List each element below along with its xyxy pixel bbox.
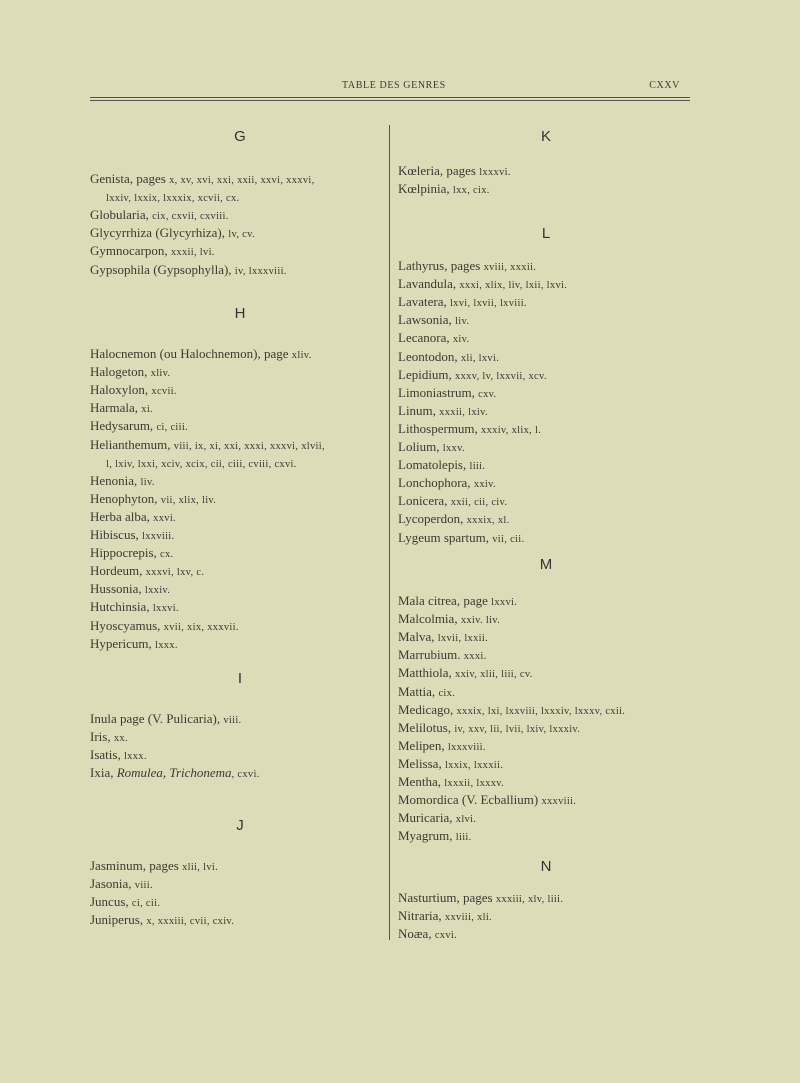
page-references: viii. <box>223 715 242 726</box>
genus-name: Limoniastrum, <box>398 384 479 400</box>
index-entry <box>90 261 287 281</box>
genus-name: Kœleria, pages <box>398 163 480 178</box>
page-references: lxxv. <box>442 443 465 454</box>
page-references: xxxi, xlix, liv, lxii, lxvi. <box>459 280 568 292</box>
genus-name: Hordeum, <box>90 563 146 579</box>
index-entry <box>90 544 173 564</box>
index-entry <box>398 257 536 277</box>
section-letter: N <box>540 858 552 875</box>
page-references: lxxix, lxxxii. <box>444 759 504 771</box>
genus-name: Malcolmia, <box>398 611 461 627</box>
genus-name: Henonia, <box>90 472 141 488</box>
page-references: xliv. <box>291 350 312 361</box>
index-entry <box>90 490 216 510</box>
page-references: xxxii, lvi. <box>170 247 215 259</box>
genus-name: Ixia, <box>90 765 117 781</box>
page-references: vii, xlix, liv. <box>160 494 217 506</box>
genus-name: Gypsophila (Gypsophylla), <box>90 261 235 277</box>
page-references: cxvi. <box>434 930 458 942</box>
genus-name: Marrubium. <box>398 647 464 663</box>
genus-name: Hedysarum, <box>90 418 157 434</box>
section-letter: M <box>539 556 553 573</box>
genus-name: Gymnocarpon, <box>90 243 171 259</box>
genus-name: Melipen, <box>398 737 448 753</box>
index-entry <box>90 710 241 730</box>
page-references: xxxvi, lxv, c. <box>145 567 205 579</box>
index-entry <box>398 664 533 684</box>
page-references: lv, cv. <box>228 229 255 241</box>
index-entry <box>90 562 204 582</box>
index-entry <box>398 529 524 549</box>
page-references: xxiv, xlii, liii, cv. <box>455 669 533 681</box>
index-entry <box>90 206 229 226</box>
index-entry <box>398 329 469 349</box>
genus-name: Halocnemon (ou Halochnemon), page <box>90 346 292 361</box>
index-entry <box>90 617 239 637</box>
page-references: cix. <box>438 687 456 699</box>
genus-name: Hippocrepis, <box>90 545 161 561</box>
page-references: xlvi. <box>455 814 477 826</box>
page-references: xi. <box>141 404 153 416</box>
index-entry <box>398 646 487 666</box>
page-references: xxii, cii, civ. <box>450 497 508 509</box>
page-references: lxx, cix. <box>452 185 490 197</box>
genus-name: Nitraria, <box>398 908 445 924</box>
genus-name: Leontodon, <box>398 348 461 364</box>
synonym-names: Romulea, Trichonema <box>116 765 232 781</box>
genus-name: Haloxylon, <box>90 382 152 398</box>
genus-name: Jasonia, <box>90 876 135 892</box>
index-entry <box>90 875 153 895</box>
index-entry <box>398 683 455 703</box>
index-entry <box>398 348 499 368</box>
index-entry <box>90 170 315 190</box>
page-references: xxxix, xl. <box>466 515 510 527</box>
index-entry <box>398 180 490 200</box>
index-entry <box>90 857 218 877</box>
page-references: xiv. <box>452 334 470 346</box>
genus-name: Globularia, <box>90 207 153 223</box>
index-entry <box>90 911 234 931</box>
index-entry <box>398 628 488 648</box>
header-rule-bottom <box>90 100 690 101</box>
index-entry <box>90 381 177 401</box>
genus-name: Lycoperdon, <box>398 511 467 527</box>
genus-name: Lepidium, <box>398 366 456 382</box>
header-title: TABLE DES GENRES <box>342 80 446 91</box>
index-entry <box>90 345 312 365</box>
genus-name: Helianthemum, <box>90 436 174 452</box>
genus-name: Halogeton, <box>90 364 151 380</box>
page-references: xx. <box>113 733 128 745</box>
page-references: x, xv, xvi, xxi, xxii, xxvi, xxxvi, <box>169 175 315 186</box>
page-references: xviii, xxxii. <box>483 262 537 273</box>
index-entry <box>90 508 176 528</box>
header-rule-top <box>90 97 690 98</box>
index-entry <box>398 701 625 721</box>
index-entry <box>90 472 155 492</box>
genus-name: Lomatolepis, <box>398 457 470 473</box>
genus-name: Hussonia, <box>90 581 145 597</box>
section-letter: L <box>541 225 551 242</box>
index-entry <box>398 384 496 404</box>
index-entry <box>90 363 170 383</box>
page-references: cx. <box>160 549 174 561</box>
genus-name: Juniperus, <box>90 912 147 928</box>
page-references: lxxxviii. <box>447 741 486 753</box>
genus-name: Mentha, <box>398 774 445 789</box>
genus-name: Kœlpinia, <box>398 181 453 197</box>
page-references: xli, lxvi. <box>460 352 500 364</box>
index-entry <box>398 311 469 331</box>
genus-name: Lathyrus, pages <box>398 258 484 273</box>
genus-name: Hypericum, <box>90 635 155 651</box>
page-references: lxxxii, lxxxv. <box>444 778 505 789</box>
index-entry <box>398 293 527 313</box>
page-references: l, lxiv, lxxi, xciv, xcix, cii, ciii, cviii, cxvi. <box>106 458 297 470</box>
genus-name: Lolium, <box>398 439 443 454</box>
index-entry <box>90 224 255 244</box>
page-references: lxxx. <box>123 751 147 763</box>
index-entry <box>398 907 492 927</box>
page-references: xliv. <box>150 368 171 380</box>
genus-name: Medicago, <box>398 701 457 717</box>
page-references: liv. <box>140 476 155 488</box>
page-references: viii, ix, xi, xxi, xxxi, xxxvi, xlvii, <box>173 440 325 452</box>
page-references: xxxi. <box>463 651 487 663</box>
page-references: lxxiv, lxxix, lxxxix, xcvii, cx. <box>106 193 240 205</box>
index-entry-continuation <box>106 188 239 208</box>
genus-name: Melissa, <box>398 755 445 771</box>
index-entry <box>398 827 472 847</box>
page-references: cix, cxvii, cxviii. <box>152 211 229 223</box>
index-entry <box>398 474 496 494</box>
section-letter: I <box>237 670 243 687</box>
index-entry <box>398 438 465 458</box>
page-references: lxxvi. <box>491 597 518 608</box>
index-entry <box>90 728 128 748</box>
page-references: xxxviii. <box>541 796 577 808</box>
genus-name: Juncus, <box>90 894 132 910</box>
index-entry <box>398 719 580 739</box>
page-references: xxviii, xli. <box>444 912 492 924</box>
page-references: x, xxxiii, cvii, cxiv. <box>146 916 235 928</box>
index-entry <box>398 420 541 440</box>
genus-name: Herba alba, <box>90 508 154 524</box>
page-references: xxxix, lxi, lxxviii, lxxxiv, lxxxv, cxii. <box>456 705 626 717</box>
genus-name: Glycyrrhiza (Glycyrhiza), <box>90 225 229 241</box>
page-references: xcvii. <box>151 386 177 398</box>
page-references: cxv. <box>478 388 497 400</box>
genus-name: Inula page (V. Pulicaria), <box>90 711 224 726</box>
page-references: , cxvi. <box>231 769 260 781</box>
index-entry <box>90 598 179 618</box>
genus-name: Matthiola, <box>398 665 456 681</box>
running-header <box>90 80 690 94</box>
page-references: liii. <box>469 461 486 473</box>
genus-name: Harmala, <box>90 400 142 416</box>
genus-name: Myagrum, <box>398 828 456 844</box>
index-entry <box>90 635 178 655</box>
index-entry <box>398 162 511 182</box>
section-letter: H <box>234 305 246 322</box>
genus-name: Genista, pages <box>90 171 170 186</box>
index-entry <box>398 492 507 512</box>
index-entry <box>398 456 485 476</box>
genus-name: Lawsonia, <box>398 312 456 328</box>
genus-name: Muricaria, <box>398 810 456 826</box>
page-references: iv, lxxxviii. <box>234 265 287 277</box>
page-references: xlii, lvi. <box>182 862 219 873</box>
index-entry <box>398 809 476 829</box>
page-number: CXXV <box>649 80 680 91</box>
genus-name: Jasminum, pages <box>90 858 183 873</box>
genus-name: Lonchophora, <box>398 475 474 491</box>
index-entry <box>398 889 563 909</box>
page-references: lxxxvi. <box>479 167 511 178</box>
index-entry <box>398 755 503 775</box>
index-entry <box>398 610 500 630</box>
page-references: iv, xxv, lii, lvii, lxiv, lxxxiv. <box>454 723 581 735</box>
page-references: ci, ciii. <box>156 422 189 434</box>
page-references: xxxii, lxiv. <box>439 406 488 418</box>
index-entry <box>398 925 457 945</box>
genus-name: Lithospermum, <box>398 420 482 436</box>
genus-name: Lavandula, <box>398 276 460 292</box>
index-entry <box>90 580 170 600</box>
section-letter: J <box>236 817 244 834</box>
page-references: lxvi, lxvii, lxviii. <box>449 298 527 310</box>
section-letter: K <box>540 128 551 145</box>
index-entry <box>398 791 576 811</box>
genus-name: Hyoscyamus, <box>90 617 164 633</box>
index-entry <box>398 510 510 530</box>
page-references: xxvi. <box>153 512 176 524</box>
index-entry <box>398 773 504 793</box>
page-references: xvii, xix, xxxvii. <box>163 621 239 633</box>
genus-name: Linum, <box>398 402 440 418</box>
index-entry-continuation <box>106 454 297 474</box>
index-entry <box>398 275 567 295</box>
page-references: xxxv, lv, lxxvii, xcv. <box>455 370 547 382</box>
page-references: liii. <box>455 832 472 844</box>
genus-name: Mala citrea, page <box>398 593 492 608</box>
page-references: xxxiv, xlix, l. <box>481 424 542 436</box>
index-entry <box>398 366 547 386</box>
page-references: ci, cii. <box>131 898 161 910</box>
index-entry <box>90 242 215 262</box>
page-references: xxiv. liv. <box>460 615 501 627</box>
page-references: viii. <box>134 880 153 892</box>
page-references: lxxvi. <box>152 603 179 615</box>
page-references: lxvii, lxxii. <box>437 633 488 645</box>
genus-name: Lecanora, <box>398 330 453 346</box>
page-references: lxxviii. <box>142 531 175 542</box>
page-references: xxiv. <box>473 479 496 491</box>
genus-name: Lonicera, <box>398 493 451 509</box>
genus-name: Hibiscus, <box>90 527 142 542</box>
genus-name: Melilotus, <box>398 719 455 735</box>
genus-name: Noæa, <box>398 926 435 942</box>
index-entry <box>90 764 260 784</box>
genus-name: Lavatera, <box>398 294 450 310</box>
index-entry <box>398 592 517 612</box>
genus-name: Mattia, <box>398 683 439 699</box>
genus-name: Lygeum spartum, <box>398 529 493 545</box>
page-references: liv. <box>455 316 470 328</box>
index-entry <box>398 402 488 422</box>
index-entry <box>90 436 325 456</box>
index-entry <box>90 417 188 437</box>
page-references: lxxx. <box>154 639 178 651</box>
page-references: lxxiv. <box>144 585 171 597</box>
genus-name: Momordica (V. Ecballium) <box>398 792 542 808</box>
page-references: xxxiii, xlv, liii. <box>495 894 564 905</box>
page-references: vii, cii. <box>492 533 525 545</box>
index-entry <box>90 746 147 766</box>
genus-name: Malva, <box>398 629 438 645</box>
index-entry <box>90 893 160 913</box>
genus-name: Isatis, <box>90 747 124 763</box>
index-entry <box>398 737 486 757</box>
index-entry <box>90 526 174 546</box>
genus-name: Henophyton, <box>90 490 161 506</box>
genus-name: Nasturtium, pages <box>398 890 496 905</box>
index-entry <box>90 399 153 419</box>
genus-name: Hutchinsia, <box>90 599 153 615</box>
genus-name: Iris, <box>90 729 114 745</box>
section-letter: G <box>234 128 246 145</box>
